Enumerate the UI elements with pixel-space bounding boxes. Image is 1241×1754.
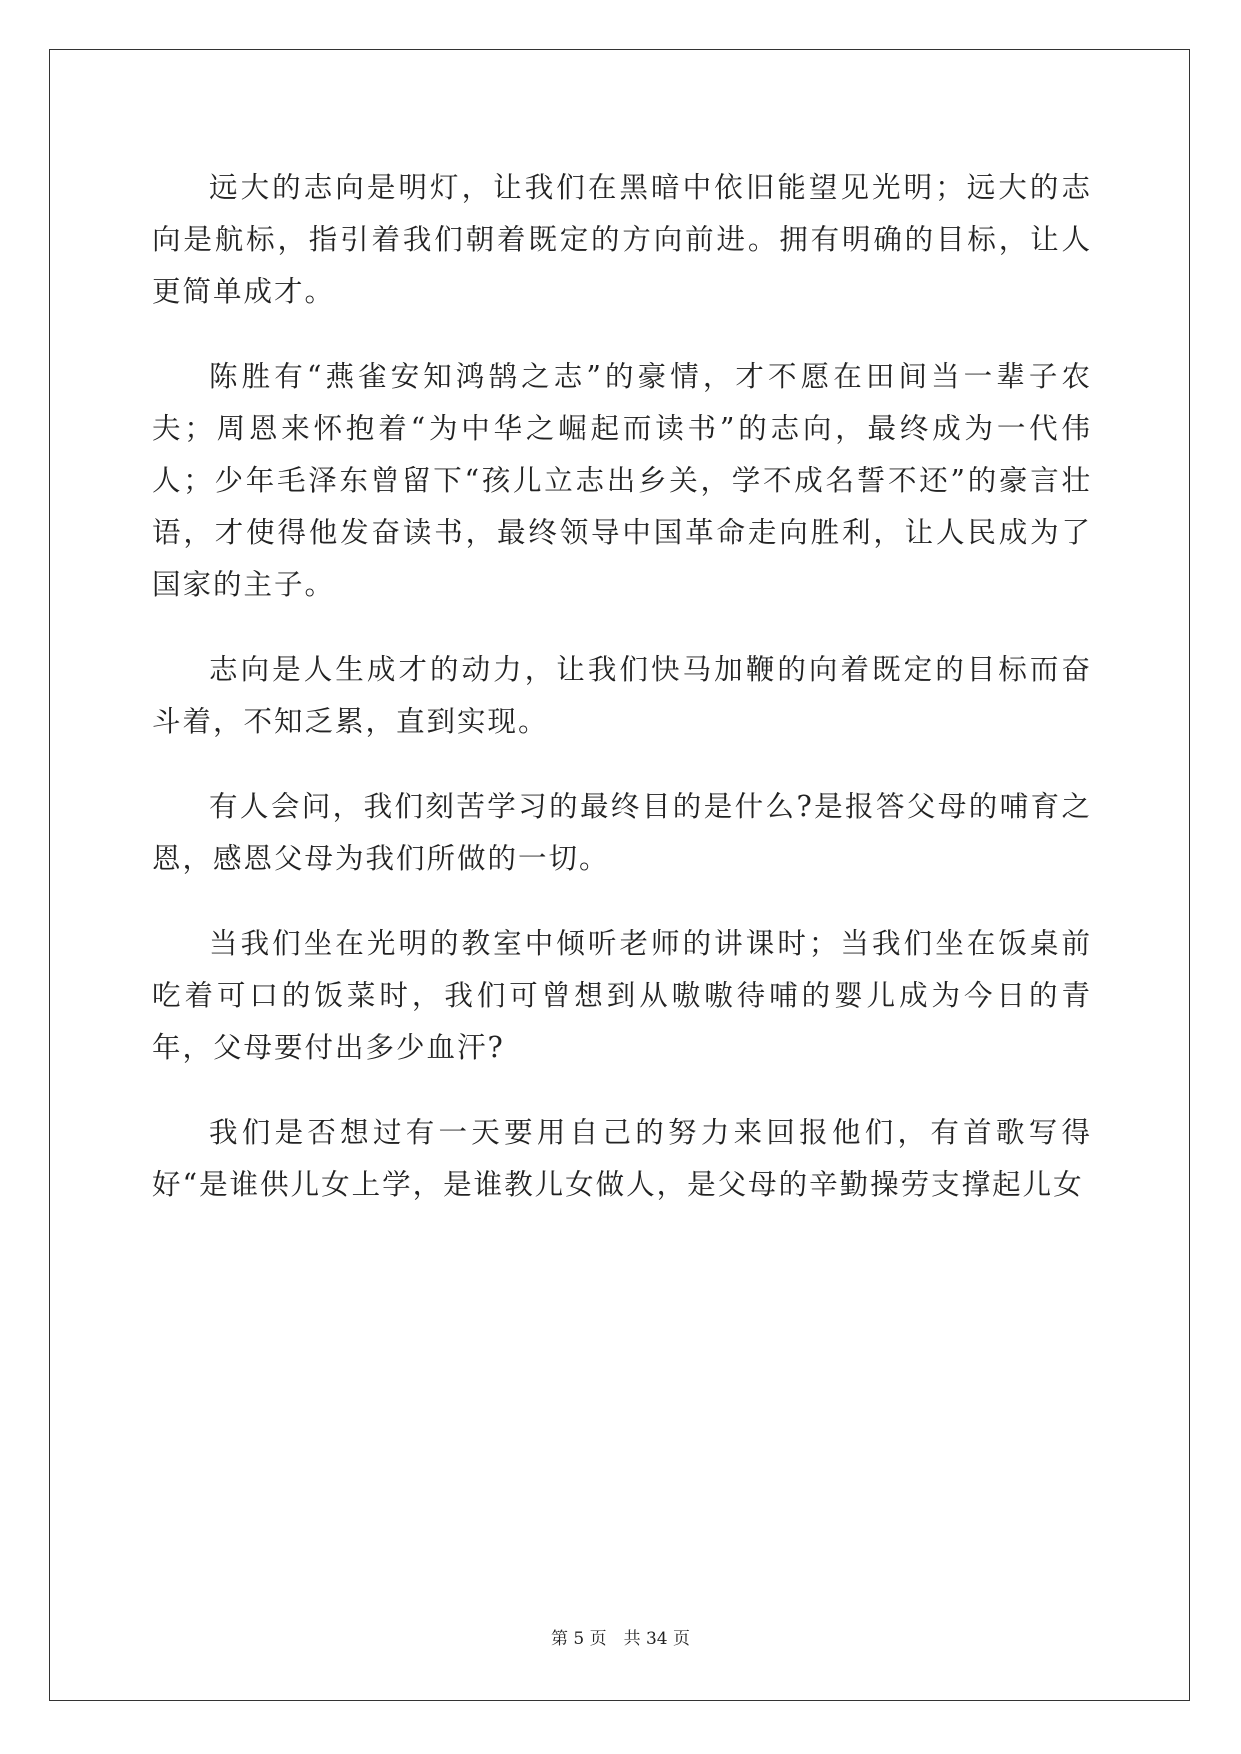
document-body [152, 162, 1092, 1244]
paragraph-5: 当我们坐在光明的教室中倾听老师的讲课时；当我们坐在饭桌前吃着可口的饭菜时，我们可曾想到从嗷嗷待哺的婴儿成为今日的青年，父母要付出多少血汗? [152, 927, 1092, 1064]
paragraph-3: 志向是人生成才的动力，让我们快马加鞭的向着既定的目标而奋斗着，不知乏累，直到实现。 [152, 653, 1092, 738]
page-number-footer: 第 5 页 共 34 页 [550, 1629, 691, 1649]
paragraph-1: 远大的志向是明灯，让我们在黑暗中依旧能望见光明；远大的志向是航标，指引着我们朝着既定的方向前进。拥有明确的目标，让人更简单成才。 [152, 171, 1092, 308]
paragraph-4: 有人会问，我们刻苦学习的最终目的是什么?是报答父母的哺育之恩，感恩父母为我们所做的一切。 [152, 790, 1092, 875]
paragraph-6: 我们是否想过有一天要用自己的努力来回报他们，有首歌写得好“是谁供儿女上学，是谁教儿女做人，是父母的辛勤操劳支撑起儿女 [152, 1116, 1092, 1201]
paragraph-2: 陈胜有“燕雀安知鸿鹄之志”的豪情，才不愿在田间当一辈子农夫；周恩来怀抱着“为中华之崛起而读书”的志向，最终成为一代伟人；少年毛泽东曾留下“孩儿立志出乡关，学不成名誓不还”的豪言壮语，才使得他发奋读书，最终领导中国革命走向胜利，让人民成为了国家的主子。 [152, 360, 1092, 601]
